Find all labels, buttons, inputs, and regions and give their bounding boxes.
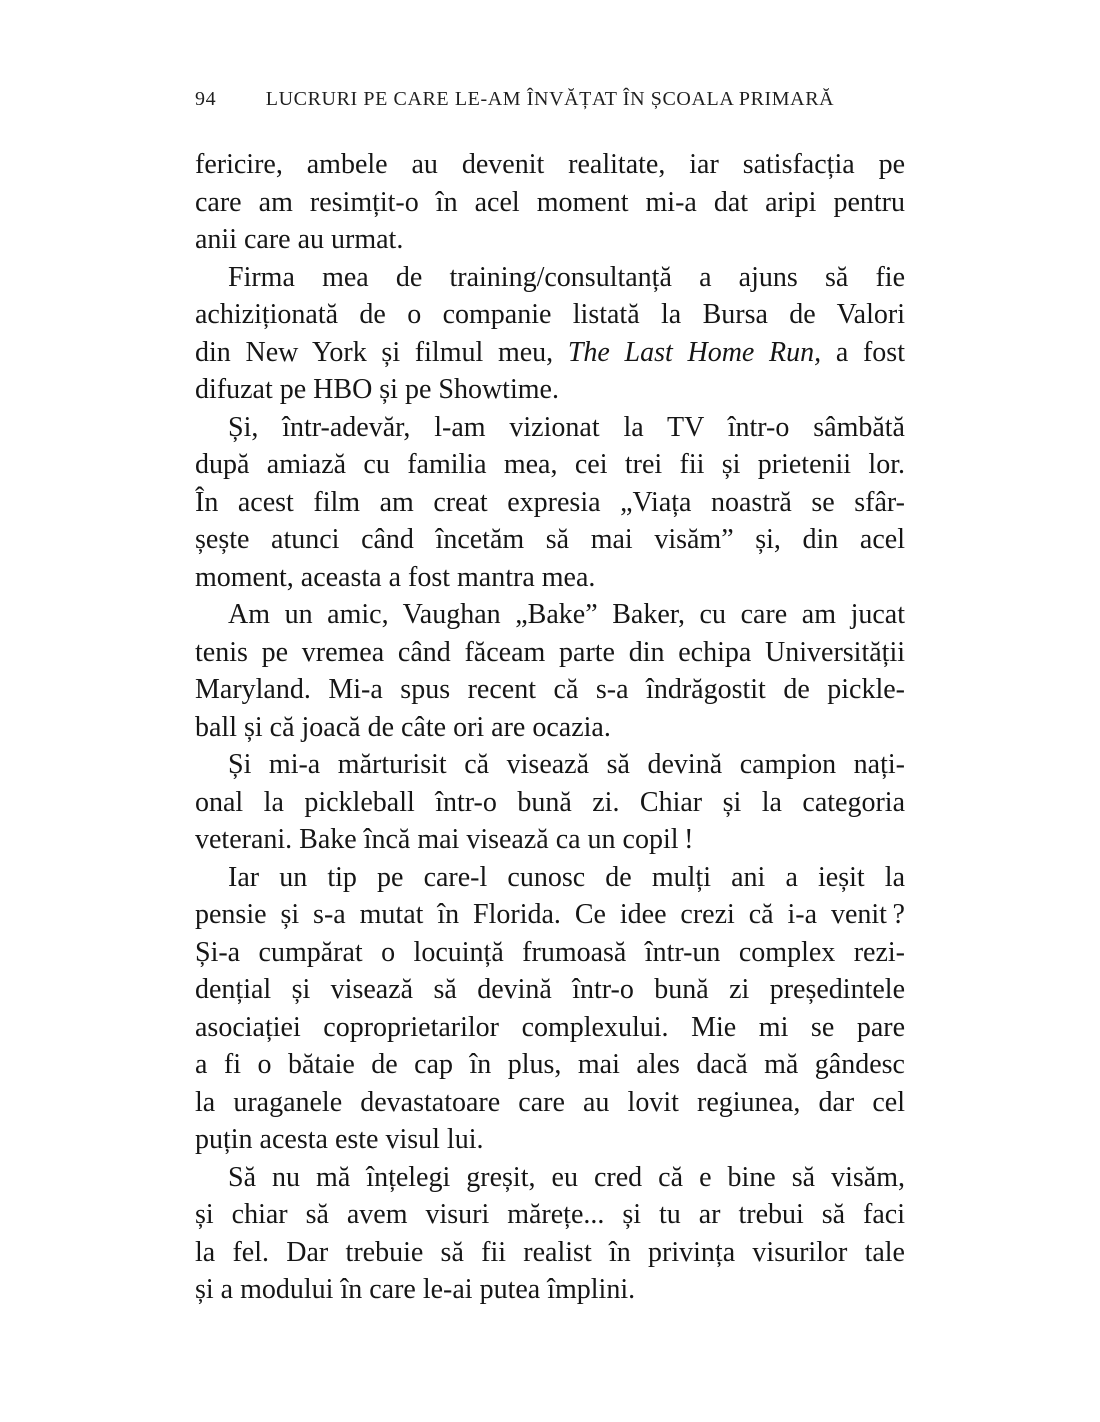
running-header xyxy=(195,86,905,112)
text-line: dențial și visează să devină într-o bună zi președintele xyxy=(195,974,905,1005)
text-line: Iar un tip pe care-l cunosc de mulți ani a ieșit la xyxy=(228,861,905,893)
text-line: difuzat pe HBO și pe Showtime. xyxy=(195,374,559,405)
text-segment: a fost xyxy=(821,336,905,368)
text-line: ball și că joacă de câte ori are ocazia. xyxy=(195,711,611,743)
text-line: care am resimțit-o în acel moment mi-a dat aripi pentru xyxy=(195,186,905,218)
text-line: a fi o bătaie de cap în plus, mai ales dacă mă gândesc xyxy=(195,1049,905,1080)
text-segment: din New York și filmul meu, xyxy=(195,336,568,368)
text-line: pensie și s-a mutat în Florida. Ce idee crezi că i-a venit ? xyxy=(195,899,905,930)
text-line: veterani. Bake încă mai visează ca un copil ! xyxy=(195,824,694,855)
text-line: În acest film am creat expresia „Viața noastră se sfâr- xyxy=(195,486,905,518)
text-line: onal la pickleball într-o bună zi. Chiar și la categoria xyxy=(195,786,905,818)
text-line: anii care au urmat. xyxy=(195,224,404,255)
text-line: și chiar să avem visuri mărețe... și tu ar trebui să faci xyxy=(195,1199,905,1230)
text-line: Să nu mă înțelegi greșit, eu cred că e bine să visăm, xyxy=(228,1161,905,1193)
text-line: Și-a cumpărat o locuință frumoasă într-un complex rezi- xyxy=(195,936,905,968)
text-line: Firma mea de training/consultanță a ajuns să fie xyxy=(228,261,905,293)
text-line: puțin acesta este visul lui. xyxy=(195,1124,484,1155)
text-line: achiziționată de o companie listată la Bursa de Valori xyxy=(195,299,905,330)
text-line: tenis pe vremea când făceam parte din echipa Universității xyxy=(195,636,905,668)
text-line: și a modului în care le-ai putea împlini. xyxy=(195,1274,636,1305)
italic-title: The Last Home Run, xyxy=(567,336,822,368)
text-line: fericire, ambele au devenit realitate, iar satisfacția pe xyxy=(195,149,905,180)
text-line: asociației coproprietarilor complexului. Mie mi se pare xyxy=(195,1011,905,1043)
text-line: șește atunci când încetăm să mai visăm” și, din acel xyxy=(195,524,905,555)
text-line: după amiază cu familia mea, cei trei fii și prietenii lor. xyxy=(195,449,905,480)
text-line: la uraganele devastatoare care au lovit regiunea, dar cel xyxy=(195,1086,905,1118)
running-title: LUCRURI PE CARE LE-AM ÎNVĂȚAT ÎN ȘCOALA PRIMARĂ xyxy=(265,88,835,110)
body-text xyxy=(195,146,905,1309)
text-line: Maryland. Mi-a spus recent că s-a îndrăgostit de pickle- xyxy=(195,674,905,705)
text-line: Am un amic, Vaughan „Bake” Baker, cu care am jucat xyxy=(228,599,905,630)
text-line: Și mi-a mărturisit că visează să devină campion nați- xyxy=(228,749,905,780)
text-line: Și, într-adevăr, l-am vizionat la TV într-o sâmbătă xyxy=(228,411,905,443)
text-line: la fel. Dar trebuie să fii realist în privința visurilor tale xyxy=(195,1236,905,1268)
text-line xyxy=(195,334,905,372)
page-number: 94 xyxy=(195,88,217,110)
text-line: moment, aceasta a fost mantra mea. xyxy=(195,561,596,593)
